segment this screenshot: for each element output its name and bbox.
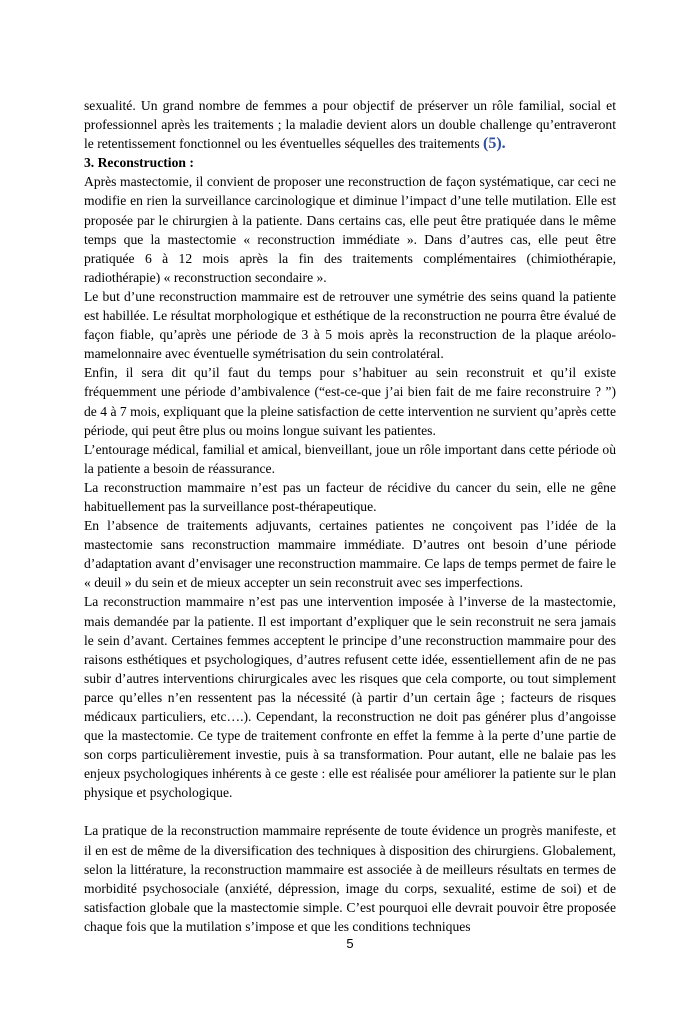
- body-paragraph: La reconstruction mammaire n’est pas un facteur de récidive du cancer du sein, elle ne gêne habituellement pas la surveillance post-thérapeutique.: [84, 479, 616, 514]
- body-paragraph: Le but d’une reconstruction mammaire est de retrouver une symétrie des seins quand la patiente est habillée. Le résultat morphologique et esthétique de la reconstruction ne pourra être évalué de façon fiable, qu’après une période de 3 à 5 mois après la reconstruction de la plaque aréolo-mamelonnaire avec éventuelle symétrisation du sein controlatéral.: [84, 288, 616, 362]
- section-heading: 3. Reconstruction :: [84, 155, 194, 171]
- body-paragraph: Après mastectomie, il convient de proposer une reconstruction de façon systématique, car ceci ne modifie en rien la surveillance carcinologique et diminue l’impact d’une telle mutilation. Elle est proposée par le chirurgien à la patiente. Dans certains cas, elle peut être pratiquée dans le même temps que la mastectomie « reconstruction immédiate ». Dans d’autres cas, elle peut être pratiquée 6 à 12 mois après la fin des traitements complémentaires (chimiothérapie, radiothérapie) « reconstruction secondaire ».: [84, 174, 616, 285]
- body-paragraph: La reconstruction mammaire n’est pas une intervention imposée à l’inverse de la mastectomie, mais demandée par la patiente. Il est important d’expliquer que le sein reconstruit ne sera jamais le sein d’avant. Certaines femmes acceptent le principe d’une reconstruction mammaire pour des raisons esthétiques et psychologiques, d’autres refusent cette idée, essentiellement afin de ne pas subir d’autres interventions chirurgicales avec les risques que cela comporte, ou tout simplement parce qu’elles n’en ressentent pas la nécessité (à partir d’un certain âge ; facteurs de risques médicaux particuliers, etc….). Cependant, la reconstruction ne doit pas générer plus d’angoisse que la mastectomie. Ce type de traitement confronte en effet la femme à la perte d’une partie de son corps particulièrement investie, puis à sa transformation. Pour autant, elle ne balaie pas les enjeux psychologiques inhérents à ce geste : elle est réalisée pour améliorer la patiente sur le plan physique et psychologique.: [84, 594, 616, 801]
- body-paragraph: En l’absence de traitements adjuvants, certaines patientes ne conçoivent pas l’idée de la mastectomie sans reconstruction mammaire immédiate. D’autres ont besoin d’une période d’adaptation avant d’envisager une reconstruction mammaire. Ce laps de temps permet de faire le « deuil » du sein et de mieux accepter un sein reconstruit avec ses imperfections.: [84, 518, 616, 591]
- intro-paragraph: [84, 96, 616, 153]
- closing-paragraph: La pratique de la reconstruction mammaire représente de toute évidence un progrès manifeste, et il en est de même de la diversification des techniques à disposition des chirurgiens. Globalement, selon la littérature, la reconstruction mammaire est associée à de meilleurs résultats en termes de morbidité psychosociale (anxiété, dépression, image du corps, sexualité, estime de soi) et de satisfaction globale que la mastectomie simple. C’est pourquoi elle devrait pouvoir être proposée chaque fois que la mutilation s’impose et que les conditions techniques: [84, 823, 616, 934]
- page-number: 5: [346, 936, 354, 951]
- page-body: [84, 96, 616, 936]
- reference-citation: (5).: [483, 135, 506, 153]
- body-paragraph: L’entourage médical, familial et amical, bienveillant, joue un rôle important dans cette période où la patiente a besoin de réassurance.: [84, 441, 616, 476]
- body-paragraph: Enfin, il sera dit qu’il faut du temps pour s’habituer au sein reconstruit et qu’il existe fréquemment une période d’ambivalence (“est-ce-que j’ai bien fait de me faire reconstruire ? ”) de 4 à 7 mois, expliquant que la pleine satisfaction de cette intervention ne survient qu’après cette période, qui peut être plus ou moins longue suivant les patientes.: [84, 365, 616, 438]
- intro-text: sexualité. Un grand nombre de femmes a pour objectif de préserver un rôle familial, social et professionnel après les traitements ; la maladie devient alors un double challenge qu’entraveront le retentissement fonctionnel ou les éventuelles séquelles des traitements: [84, 98, 616, 152]
